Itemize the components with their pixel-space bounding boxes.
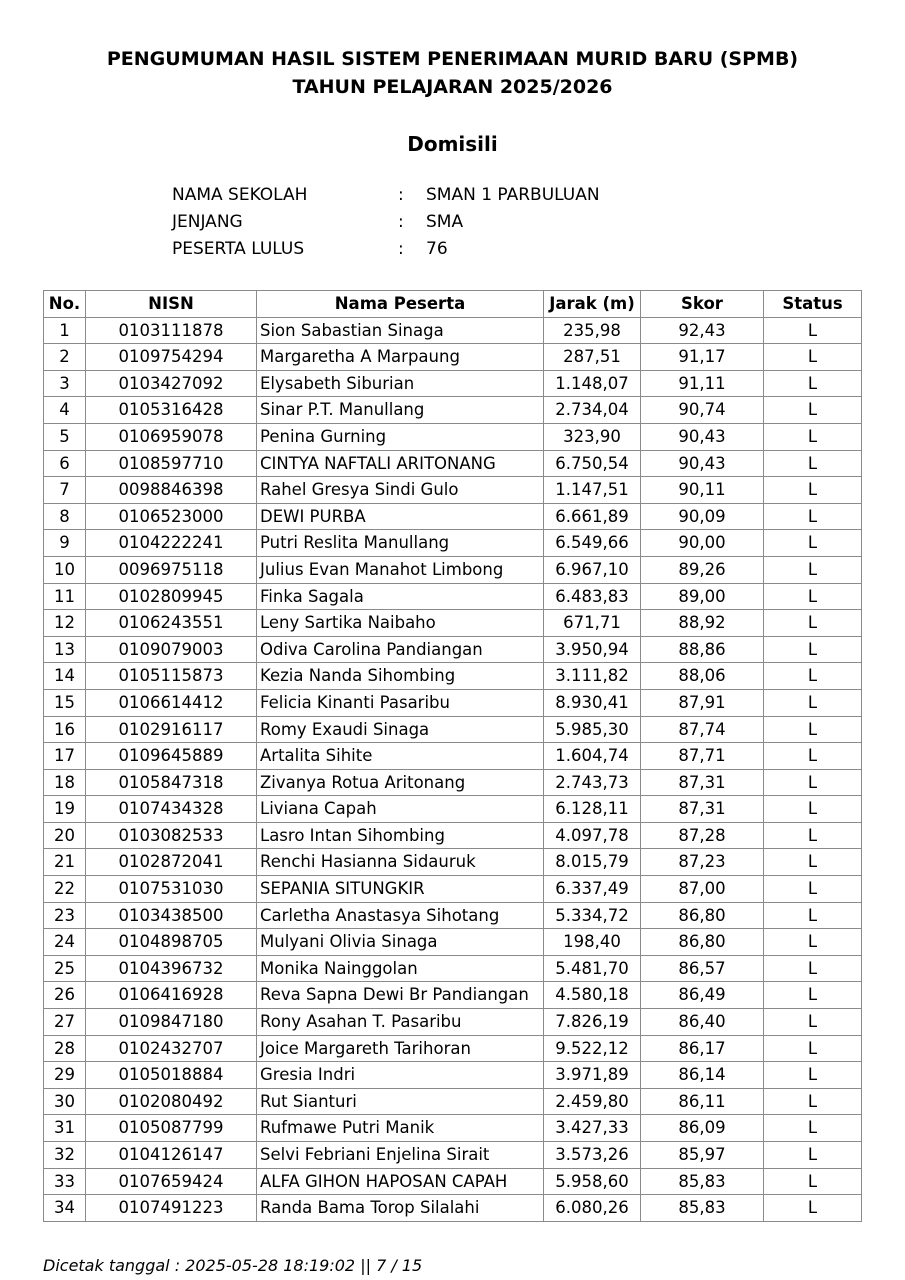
row-number: 17 (44, 743, 86, 770)
row-number: 1 (44, 317, 86, 344)
status-cell: L (764, 503, 862, 530)
status-cell: L (764, 423, 862, 450)
table-row (44, 876, 862, 903)
table-row (44, 955, 862, 982)
distance-cell: 5.334,72 (544, 902, 641, 929)
status-cell: L (764, 317, 862, 344)
row-number: 6 (44, 450, 86, 477)
status-cell: L (764, 1168, 862, 1195)
table-row (44, 1009, 862, 1036)
row-number: 27 (44, 1009, 86, 1036)
distance-cell: 1.148,07 (544, 370, 641, 397)
table-row (44, 610, 862, 637)
table-row (44, 716, 862, 743)
table-row (44, 530, 862, 557)
status-cell: L (764, 929, 862, 956)
nisn-cell: 0102809945 (86, 583, 257, 610)
distance-cell: 2.743,73 (544, 769, 641, 796)
nisn-cell: 0104222241 (86, 530, 257, 557)
score-cell: 90,43 (641, 423, 764, 450)
row-number: 8 (44, 503, 86, 530)
score-cell: 86,09 (641, 1115, 764, 1142)
distance-cell: 3.427,33 (544, 1115, 641, 1142)
score-cell: 86,17 (641, 1035, 764, 1062)
table-row (44, 636, 862, 663)
col-header-no: No. (44, 291, 86, 318)
name-cell: Lasro Intan Sihombing (257, 822, 544, 849)
name-cell: Putri Reslita Manullang (257, 530, 544, 557)
school-info (172, 182, 772, 263)
score-cell: 86,49 (641, 982, 764, 1009)
row-number: 10 (44, 556, 86, 583)
nisn-cell: 0102872041 (86, 849, 257, 876)
row-number: 33 (44, 1168, 86, 1195)
name-cell: Selvi Febriani Enjelina Sirait (257, 1142, 544, 1169)
distance-cell: 7.826,19 (544, 1009, 641, 1036)
row-number: 9 (44, 530, 86, 557)
row-number: 3 (44, 370, 86, 397)
score-cell: 86,40 (641, 1009, 764, 1036)
info-separator: : (398, 239, 404, 259)
table-row (44, 743, 862, 770)
info-separator: : (398, 212, 404, 232)
score-cell: 86,14 (641, 1062, 764, 1089)
table-row (44, 769, 862, 796)
row-number: 19 (44, 796, 86, 823)
row-number: 26 (44, 982, 86, 1009)
table-row (44, 663, 862, 690)
row-number: 30 (44, 1088, 86, 1115)
row-number: 22 (44, 876, 86, 903)
info-value: 76 (426, 239, 448, 259)
row-number: 25 (44, 955, 86, 982)
results-table-header (44, 291, 862, 318)
table-row (44, 1168, 862, 1195)
distance-cell: 671,71 (544, 610, 641, 637)
name-cell: Gresia Indri (257, 1062, 544, 1089)
table-row (44, 317, 862, 344)
distance-cell: 6.967,10 (544, 556, 641, 583)
nisn-cell: 0103427092 (86, 370, 257, 397)
distance-cell: 5.985,30 (544, 716, 641, 743)
score-cell: 86,11 (641, 1088, 764, 1115)
score-cell: 91,17 (641, 344, 764, 371)
distance-cell: 235,98 (544, 317, 641, 344)
score-cell: 87,23 (641, 849, 764, 876)
nisn-cell: 0102432707 (86, 1035, 257, 1062)
status-cell: L (764, 982, 862, 1009)
col-header-name: Nama Peserta (257, 291, 544, 318)
nisn-cell: 0109847180 (86, 1009, 257, 1036)
score-cell: 90,74 (641, 397, 764, 424)
status-cell: L (764, 822, 862, 849)
score-cell: 90,00 (641, 530, 764, 557)
score-cell: 87,00 (641, 876, 764, 903)
nisn-cell: 0109754294 (86, 344, 257, 371)
info-label: JENJANG (172, 212, 243, 232)
score-cell: 85,83 (641, 1195, 764, 1222)
row-number: 32 (44, 1142, 86, 1169)
nisn-cell: 0109645889 (86, 743, 257, 770)
name-cell: Sion Sabastian Sinaga (257, 317, 544, 344)
score-cell: 87,31 (641, 769, 764, 796)
nisn-cell: 0106416928 (86, 982, 257, 1009)
score-cell: 90,43 (641, 450, 764, 477)
nisn-cell: 0104898705 (86, 929, 257, 956)
name-cell: Joice Margareth Tarihoran (257, 1035, 544, 1062)
row-number: 5 (44, 423, 86, 450)
distance-cell: 287,51 (544, 344, 641, 371)
status-cell: L (764, 477, 862, 504)
score-cell: 88,06 (641, 663, 764, 690)
score-cell: 89,26 (641, 556, 764, 583)
table-row (44, 902, 862, 929)
nisn-cell: 0105018884 (86, 1062, 257, 1089)
table-row (44, 370, 862, 397)
document-title-line-1: PENGUMUMAN HASIL SISTEM PENERIMAAN MURID BARU (SPMB) (106, 48, 799, 70)
status-cell: L (764, 1062, 862, 1089)
nisn-cell: 0102916117 (86, 716, 257, 743)
col-header-status: Status (764, 291, 862, 318)
nisn-cell: 0107659424 (86, 1168, 257, 1195)
distance-cell: 6.483,83 (544, 583, 641, 610)
row-number: 24 (44, 929, 86, 956)
row-number: 14 (44, 663, 86, 690)
distance-cell: 5.958,60 (544, 1168, 641, 1195)
info-row-level (172, 209, 772, 236)
distance-cell: 2.459,80 (544, 1088, 641, 1115)
nisn-cell: 0106523000 (86, 503, 257, 530)
row-number: 18 (44, 769, 86, 796)
nisn-cell: 0104126147 (86, 1142, 257, 1169)
distance-cell: 6.080,26 (544, 1195, 641, 1222)
score-cell: 87,28 (641, 822, 764, 849)
distance-cell: 3.971,89 (544, 1062, 641, 1089)
status-cell: L (764, 689, 862, 716)
nisn-cell: 0102080492 (86, 1088, 257, 1115)
results-table (43, 290, 862, 1222)
status-cell: L (764, 370, 862, 397)
table-row (44, 689, 862, 716)
distance-cell: 8.015,79 (544, 849, 641, 876)
name-cell: DEWI PURBA (257, 503, 544, 530)
name-cell: Sinar P.T. Manullang (257, 397, 544, 424)
nisn-cell: 0105847318 (86, 769, 257, 796)
name-cell: Finka Sagala (257, 583, 544, 610)
info-value: SMA (426, 212, 464, 232)
name-cell: ALFA GIHON HAPOSAN CAPAH (257, 1168, 544, 1195)
nisn-cell: 0106243551 (86, 610, 257, 637)
distance-cell: 2.734,04 (544, 397, 641, 424)
name-cell: CINTYA NAFTALI ARITONANG (257, 450, 544, 477)
row-number: 16 (44, 716, 86, 743)
name-cell: Mulyani Olivia Sinaga (257, 929, 544, 956)
name-cell: Elysabeth Siburian (257, 370, 544, 397)
status-cell: L (764, 1009, 862, 1036)
status-cell: L (764, 902, 862, 929)
distance-cell: 198,40 (544, 929, 641, 956)
status-cell: L (764, 583, 862, 610)
info-label: PESERTA LULUS (172, 239, 305, 259)
nisn-cell: 0109079003 (86, 636, 257, 663)
distance-cell: 6.549,66 (544, 530, 641, 557)
score-cell: 87,74 (641, 716, 764, 743)
name-cell: Rut Sianturi (257, 1088, 544, 1115)
nisn-cell: 0103438500 (86, 902, 257, 929)
row-number: 28 (44, 1035, 86, 1062)
table-row (44, 1115, 862, 1142)
status-cell: L (764, 849, 862, 876)
name-cell: Reva Sapna Dewi Br Pandiangan (257, 982, 544, 1009)
col-header-nisn: NISN (86, 291, 257, 318)
table-row (44, 1035, 862, 1062)
status-cell: L (764, 955, 862, 982)
table-row (44, 982, 862, 1009)
nisn-cell: 0107434328 (86, 796, 257, 823)
status-cell: L (764, 796, 862, 823)
info-separator: : (398, 185, 404, 205)
score-cell: 85,97 (641, 1142, 764, 1169)
table-row (44, 1195, 862, 1222)
status-cell: L (764, 743, 862, 770)
table-row (44, 583, 862, 610)
distance-cell: 6.661,89 (544, 503, 641, 530)
nisn-cell: 0108597710 (86, 450, 257, 477)
results-table-body (44, 317, 862, 1221)
score-cell: 90,11 (641, 477, 764, 504)
row-number: 13 (44, 636, 86, 663)
name-cell: Carletha Anastasya Sihotang (257, 902, 544, 929)
info-value: SMAN 1 PARBULUAN (426, 185, 600, 205)
name-cell: Randa Bama Torop Silalahi (257, 1195, 544, 1222)
distance-cell: 4.097,78 (544, 822, 641, 849)
row-number: 21 (44, 849, 86, 876)
nisn-cell: 0106614412 (86, 689, 257, 716)
name-cell: Renchi Hasianna Sidauruk (257, 849, 544, 876)
table-row (44, 450, 862, 477)
nisn-cell: 0107491223 (86, 1195, 257, 1222)
row-number: 20 (44, 822, 86, 849)
col-header-score: Skor (641, 291, 764, 318)
row-number: 29 (44, 1062, 86, 1089)
status-cell: L (764, 1088, 862, 1115)
nisn-cell: 0105115873 (86, 663, 257, 690)
status-cell: L (764, 530, 862, 557)
print-footer: Dicetak tanggal : 2025-05-28 18:19:02 || 7 / 15 (43, 1256, 423, 1275)
status-cell: L (764, 636, 862, 663)
row-number: 15 (44, 689, 86, 716)
score-cell: 87,71 (641, 743, 764, 770)
document-subtitle: Domisili (407, 132, 498, 156)
score-cell: 88,92 (641, 610, 764, 637)
distance-cell: 5.481,70 (544, 955, 641, 982)
name-cell: Artalita Sihite (257, 743, 544, 770)
status-cell: L (764, 397, 862, 424)
distance-cell: 3.573,26 (544, 1142, 641, 1169)
table-row (44, 344, 862, 371)
distance-cell: 323,90 (544, 423, 641, 450)
name-cell: SEPANIA SITUNGKIR (257, 876, 544, 903)
nisn-cell: 0103082533 (86, 822, 257, 849)
row-number: 12 (44, 610, 86, 637)
table-row (44, 477, 862, 504)
score-cell: 86,80 (641, 929, 764, 956)
status-cell: L (764, 1115, 862, 1142)
distance-cell: 6.750,54 (544, 450, 641, 477)
nisn-cell: 0103111878 (86, 317, 257, 344)
name-cell: Felicia Kinanti Pasaribu (257, 689, 544, 716)
name-cell: Penina Gurning (257, 423, 544, 450)
name-cell: Liviana Capah (257, 796, 544, 823)
name-cell: Monika Nainggolan (257, 955, 544, 982)
table-row (44, 1142, 862, 1169)
status-cell: L (764, 1195, 862, 1222)
info-row-school-name (172, 182, 772, 209)
name-cell: Zivanya Rotua Aritonang (257, 769, 544, 796)
name-cell: Odiva Carolina Pandiangan (257, 636, 544, 663)
info-label: NAMA SEKOLAH (172, 185, 308, 205)
status-cell: L (764, 1142, 862, 1169)
col-header-distance: Jarak (m) (544, 291, 641, 318)
name-cell: Romy Exaudi Sinaga (257, 716, 544, 743)
name-cell: Rahel Gresya Sindi Gulo (257, 477, 544, 504)
status-cell: L (764, 769, 862, 796)
distance-cell: 1.147,51 (544, 477, 641, 504)
nisn-cell: 0107531030 (86, 876, 257, 903)
distance-cell: 9.522,12 (544, 1035, 641, 1062)
score-cell: 85,83 (641, 1168, 764, 1195)
status-cell: L (764, 1035, 862, 1062)
header-row (44, 291, 862, 318)
table-row (44, 503, 862, 530)
document-title-line-2: TAHUN PELAJARAN 2025/2026 (292, 76, 613, 98)
score-cell: 86,57 (641, 955, 764, 982)
score-cell: 90,09 (641, 503, 764, 530)
table-row (44, 822, 862, 849)
score-cell: 86,80 (641, 902, 764, 929)
row-number: 34 (44, 1195, 86, 1222)
name-cell: Leny Sartika Naibaho (257, 610, 544, 637)
nisn-cell: 0105316428 (86, 397, 257, 424)
row-number: 31 (44, 1115, 86, 1142)
status-cell: L (764, 876, 862, 903)
score-cell: 87,91 (641, 689, 764, 716)
table-row (44, 929, 862, 956)
table-row (44, 1088, 862, 1115)
name-cell: Kezia Nanda Sihombing (257, 663, 544, 690)
score-cell: 88,86 (641, 636, 764, 663)
distance-cell: 8.930,41 (544, 689, 641, 716)
status-cell: L (764, 556, 862, 583)
name-cell: Rony Asahan T. Pasaribu (257, 1009, 544, 1036)
status-cell: L (764, 450, 862, 477)
info-row-passed-count (172, 236, 772, 263)
nisn-cell: 0096975118 (86, 556, 257, 583)
nisn-cell: 0106959078 (86, 423, 257, 450)
name-cell: Rufmawe Putri Manik (257, 1115, 544, 1142)
distance-cell: 3.950,94 (544, 636, 641, 663)
nisn-cell: 0104396732 (86, 955, 257, 982)
name-cell: Margaretha A Marpaung (257, 344, 544, 371)
status-cell: L (764, 716, 862, 743)
status-cell: L (764, 344, 862, 371)
table-row (44, 556, 862, 583)
nisn-cell: 0105087799 (86, 1115, 257, 1142)
table-row (44, 796, 862, 823)
table-row (44, 849, 862, 876)
score-cell: 91,11 (641, 370, 764, 397)
status-cell: L (764, 610, 862, 637)
row-number: 4 (44, 397, 86, 424)
score-cell: 92,43 (641, 317, 764, 344)
row-number: 7 (44, 477, 86, 504)
table-row (44, 423, 862, 450)
table-row (44, 397, 862, 424)
row-number: 11 (44, 583, 86, 610)
name-cell: Julius Evan Manahot Limbong (257, 556, 544, 583)
row-number: 2 (44, 344, 86, 371)
table-row (44, 1062, 862, 1089)
distance-cell: 1.604,74 (544, 743, 641, 770)
status-cell: L (764, 663, 862, 690)
distance-cell: 6.337,49 (544, 876, 641, 903)
nisn-cell: 0098846398 (86, 477, 257, 504)
row-number: 23 (44, 902, 86, 929)
score-cell: 89,00 (641, 583, 764, 610)
distance-cell: 3.111,82 (544, 663, 641, 690)
distance-cell: 4.580,18 (544, 982, 641, 1009)
score-cell: 87,31 (641, 796, 764, 823)
distance-cell: 6.128,11 (544, 796, 641, 823)
